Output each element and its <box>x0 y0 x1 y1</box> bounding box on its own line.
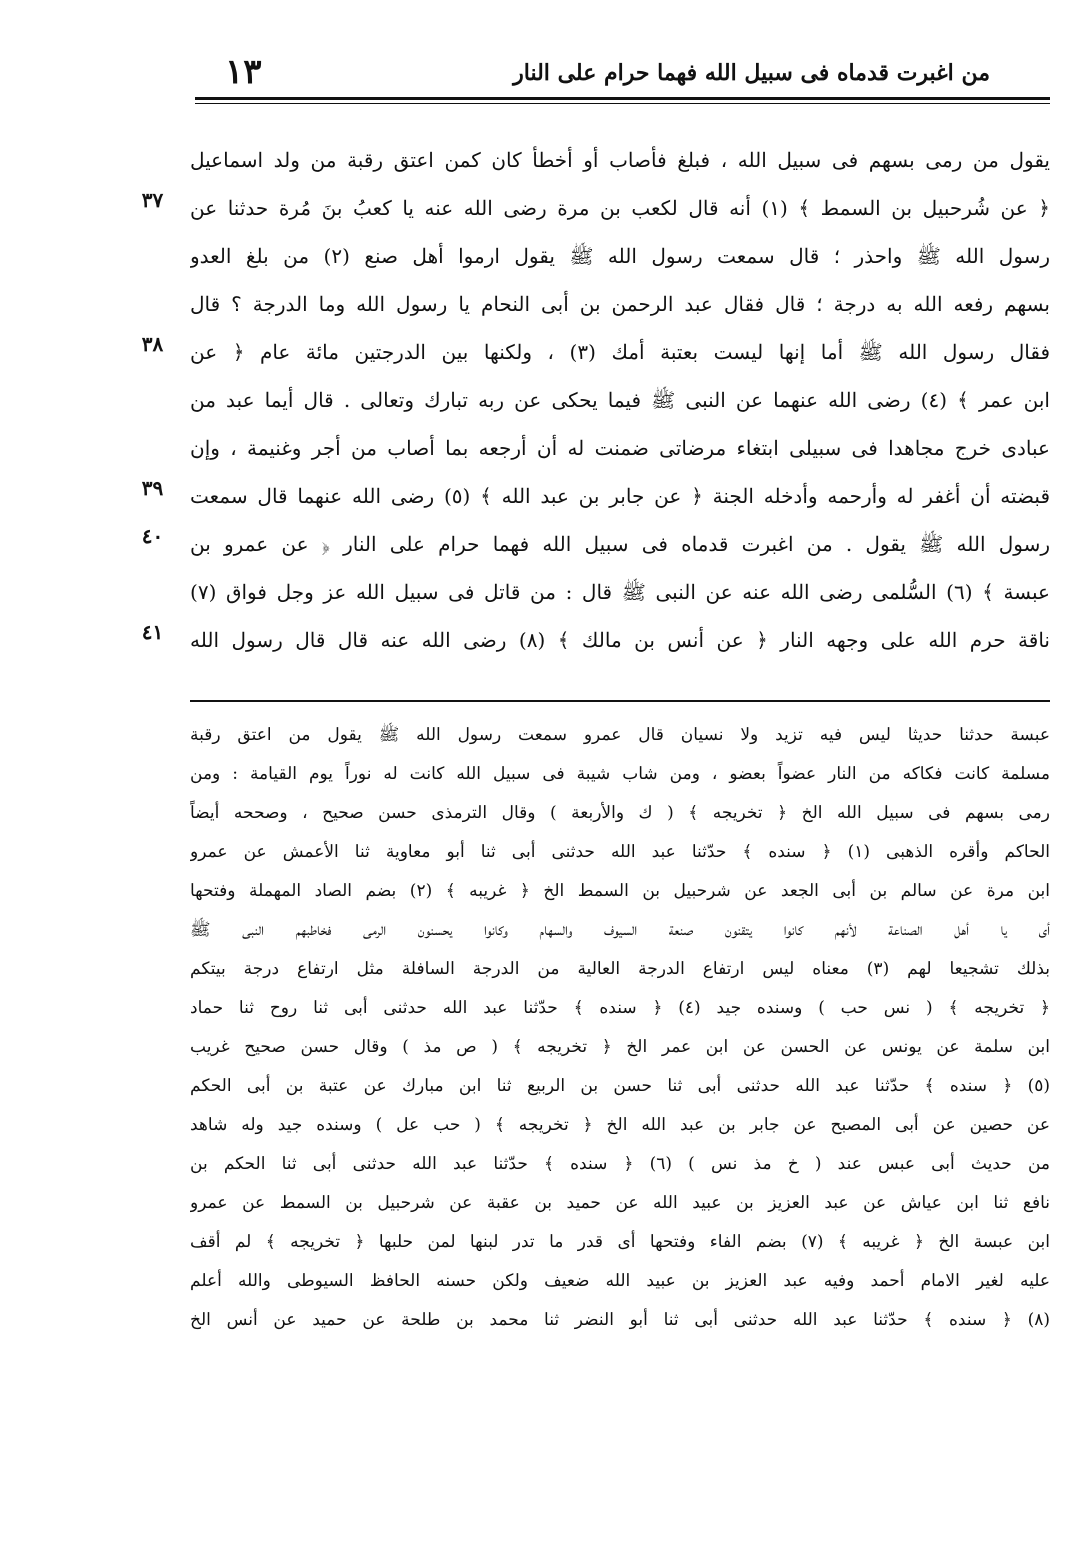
main-line: ﴿ عن شُرحبيل بن السمط ﴾ (١) أنه قال لكعب بن مرة رضى الله عنه يا كعبُ بنَ مُرة حدثنا عن <box>190 196 1050 220</box>
main-line: فقال رسول الله ﷺ أما إنها ليست بعتبة أمك (٣) ، ولكنها بين الدرجتين مائة عام ﴿ عن <box>190 340 1050 364</box>
footnote-separator <box>190 700 1050 702</box>
footnote-line: ابن مرة عن سالم بن أبى الجعد عن شرحبيل بن السمط الخ ﴿ غريبه ﴾ (٢) بضم الصاد المهملة وفتحها <box>190 881 1050 901</box>
footnote-line: بذلك تشجيعا لهم (٣) معناه ليس ارتفاع الدرجة العالية من الدرجة السافلة مثل ارتفاع درجة بيتكم <box>190 959 1050 979</box>
main-line: عبادى خرج مجاهدا فى سبيلى ابتغاء مرضاتى ضمنت له أن أرجعه بما أصاب من أجر وغنيمة ، وإن <box>190 436 1050 460</box>
footnote-line: (٥) ﴿ سنده ﴾ حدّثنا عبد الله حدثنى أبى ثنا حسن بن الربيع ثنا ابن مبارك عن عتبة بن أبى الحكم <box>190 1076 1050 1096</box>
footnote-line: عن حصين عن أبى المصبح عن جابر بن عبد الله الخ ﴿ تخريجه ﴾ ( حب عل ) وسنده جيد وله شاهد <box>190 1115 1050 1135</box>
main-line: ابن عمر ﴾ (٤) رضى الله عنهما عن النبى ﷺ فيما يحكى عن ربه تبارك وتعالى . قال أيما عبد من <box>190 388 1050 412</box>
footnote-line: الحاكم وأقره الذهبى (١) ﴿ سنده ﴾ حدّثنا عبد الله حدثنى أبى ثنا أبو معاوية ثنا الأعمش عن عمرو <box>190 842 1050 862</box>
hadith-number: ٣٧ <box>141 188 164 212</box>
hadith-number: ٣٨ <box>141 332 164 356</box>
footnote-line: ابن عبسة الخ ﴿ غريبه ﴾ (٧) بضم الفاء وفتحها أى قدر ما تدر لبنها لمن حلبها ﴿ تخريجه ﴾ لم أقف <box>190 1232 1050 1252</box>
footnote-line: من حديث أبى عبس عند ( خ مذ نس ) (٦) ﴿ سنده ﴾ حدّثنا عبد الله حدثنى أبى ثنا الحكم بن <box>190 1154 1050 1174</box>
header-rule <box>195 97 1050 100</box>
hadith-number: ٣٩ <box>141 476 164 500</box>
page-header <box>195 50 1050 98</box>
footnote-line: ابن سلمة عن يونس عن الحسن عن ابن عمر الخ ﴿ تخريجه ﴾ ( ص مذ ) وقال حسن صحيح غريب <box>190 1037 1050 1057</box>
main-line: يقول من رمى بسهم فى سبيل الله ، فبلغ فأصاب أو أخطأ كان كمن اعتق رقبة من ولد اسماعيل <box>190 148 1050 172</box>
footnote-line: (٨) ﴿ سنده ﴾ حدّثنا عبد الله حدثنى أبى ثنا أبو النضر ثنا محمد بن طلحة عن حميد عن أنس الخ <box>190 1310 1050 1330</box>
main-line: قبضته أن أغفر له وأرحمه وأدخله الجنة ﴿ عن جابر بن عبد الله ﴾ (٥) رضى الله عنهما قال سمعت <box>190 484 1050 508</box>
main-line: عبسة ﴾ (٦) السُّلمى رضى الله عنه عن النبى ﷺ قال : من قاتل فى سبيل الله عز وجل فواق (٧) <box>190 580 1050 604</box>
footnote-line: أى يا أهل الصناعة لأنهم كانوا يتقنون صنعة السيوف والسهام وكانوا يحسنون الرمى فخاطبهم النبى ﷺ <box>190 920 1050 940</box>
footnote-line: عليه لغير الامام أحمد وفيه عبد العزيز بن عبيد الله ضعيف ولكن حسنه الحافظ السيوطى والله أعلم <box>190 1271 1050 1291</box>
running-title: من اغبرت قدماه فى سبيل الله فهما حرام على النار <box>513 60 990 86</box>
main-line: رسول الله ﷺ واحذر ؛ قال سمعت رسول الله ﷺ يقول ارموا أهل صنع (٢) من بلغ العدو <box>190 244 1050 268</box>
footnote-line: نافع ثنا ابن عياش عن عبد العزيز بن عبيد الله عن حميد بن عقبة عن شرحبيل بن السمط عن عمرو <box>190 1193 1050 1213</box>
footnote-line: رمى بسهم فى سبيل الله الخ ﴿ تخريجه ﴾ ( ك والأربعة ) وقال الترمذى حسن صحيح ، وصححه أيضاً <box>190 803 1050 823</box>
footnote-line: مسلمة كانت فكاكه من النار عضواً بعضو ، ومن شاب شيبة فى سبيل الله كانت له نوراً يوم القيامة : ومن <box>190 764 1050 784</box>
footnote-line: ﴿ تخريجه ﴾ ( نس حب ) وسنده جيد (٤) ﴿ سنده ﴾ حدّثنا عبد الله حدثنى أبى ثنا روح ثنا حماد <box>190 998 1050 1018</box>
page-number: ١٣ <box>225 52 262 92</box>
footnote-line: عبسة حدثنا حديثا ليس فيه تزيد ولا نسيان قال عمرو سمعت رسول الله ﷺ يقول من اعتق رقبة <box>190 725 1050 745</box>
main-line: ناقة حرم الله على وجهه النار ﴿ عن أنس بن مالك ﴾ (٨) رضى الله عنه قال قال رسول الله <box>190 628 1050 652</box>
hadith-number: ٤١ <box>141 620 164 644</box>
main-line: رسول الله ﷺ يقول . من اغبرت قدماه فى سبيل الله فهما حرام على النار ﴿ عن عمرو بن <box>190 532 1050 556</box>
main-line: بسهم رفعه الله به درجة ؛ قال فقال عبد الرحمن بن أبى النحام يا رسول الله وما الدرجة ؟ قال <box>190 292 1050 316</box>
hadith-number: ٤٠ <box>141 524 164 548</box>
header-rule-thin <box>195 103 1050 104</box>
